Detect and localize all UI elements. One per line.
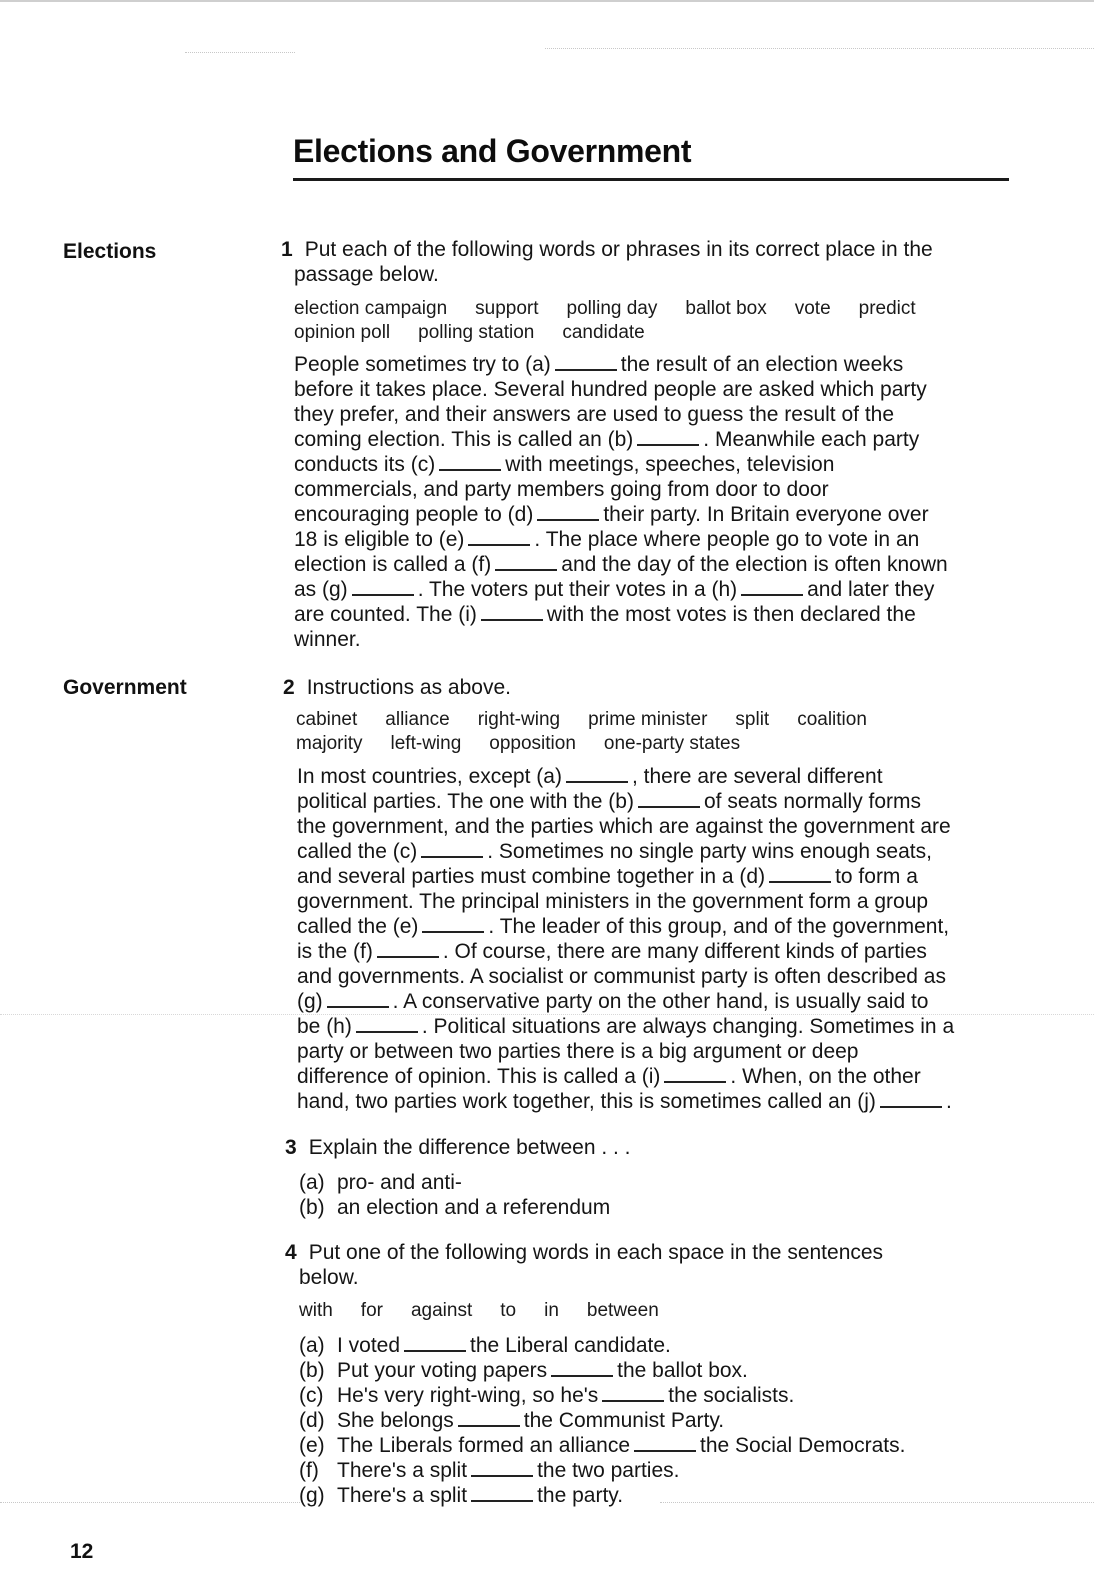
item-text-after: the two parties. — [537, 1459, 680, 1482]
answer-blank[interactable] — [880, 1090, 942, 1108]
passage-line — [294, 377, 948, 402]
question-item — [299, 1195, 610, 1220]
exercise-2-passage — [297, 764, 954, 1114]
answer-blank[interactable] — [637, 428, 699, 446]
passage-text: winner. — [294, 628, 361, 651]
scan-artifact — [185, 52, 295, 53]
wordbank-word: support — [475, 298, 539, 319]
passage-line — [297, 939, 954, 964]
sentence-item — [299, 1483, 905, 1508]
passage-text: coming election. This is called an (b) — [294, 428, 634, 451]
passage-line — [294, 627, 948, 652]
answer-blank[interactable] — [421, 840, 483, 858]
wordbank-word: polling station — [418, 322, 535, 343]
scan-artifact — [0, 1502, 300, 1503]
passage-text: (g) — [297, 990, 323, 1013]
passage-line — [294, 502, 948, 527]
exercise-4-instruction: 4 Put one of the following words in each space in the sentences below. — [285, 1241, 884, 1289]
wordbank-word: with — [299, 1300, 333, 1321]
passage-text: called the (e) — [297, 915, 419, 938]
answer-blank[interactable] — [555, 353, 617, 371]
passage-text: to form a — [835, 865, 918, 888]
passage-text: election is called a (f) — [294, 553, 492, 576]
answer-blank[interactable] — [471, 1459, 533, 1477]
passage-line — [297, 1064, 954, 1089]
wordbank-word: between — [586, 1300, 659, 1321]
passage-text: political parties. The one with the (b) — [297, 790, 634, 813]
passage-text: . Sometimes no single party wins enough seats, — [487, 840, 932, 863]
answer-blank[interactable] — [638, 790, 700, 808]
wordbank-word: majority — [296, 733, 363, 754]
section-label-elections: Elections — [63, 240, 157, 263]
page-number: 12 — [70, 1540, 94, 1563]
passage-text: before it takes place. Several hundred people are asked which party — [294, 378, 927, 401]
passage-text: as (g) — [294, 578, 348, 601]
passage-line — [297, 964, 954, 989]
item-label: (b) — [299, 1359, 325, 1382]
wordbank-word: vote — [794, 298, 831, 319]
passage-line — [297, 989, 954, 1014]
item-label: (f) — [299, 1459, 319, 1482]
passage-text: . The place where people go to vote in an — [534, 528, 920, 551]
wordbank-word: candidate — [562, 322, 645, 343]
item-label: (d) — [299, 1409, 325, 1432]
passage-text: is the (f) — [297, 940, 373, 963]
passage-text: and later they — [807, 578, 935, 601]
question-item — [299, 1170, 610, 1195]
answer-blank[interactable] — [634, 1434, 696, 1452]
item-text: pro- and anti- — [337, 1171, 462, 1194]
answer-blank[interactable] — [471, 1484, 533, 1502]
answer-blank[interactable] — [537, 503, 599, 521]
passage-text: and the day of the election is often known — [561, 553, 948, 576]
passage-text: government. The principal ministers in the government form a group — [297, 890, 929, 913]
exercise-1-passage — [294, 352, 948, 652]
passage-text: 18 is eligible to (e) — [294, 528, 465, 551]
passage-text: and several parties must combine together in a (d) — [297, 865, 766, 888]
passage-text: difference of opinion. This is called a (i) — [297, 1065, 661, 1088]
passage-line — [297, 1039, 954, 1064]
wordbank-word: to — [500, 1300, 517, 1321]
passage-text: encouraging people to (d) — [294, 503, 534, 526]
sentence-item — [299, 1458, 905, 1483]
sentence-item — [299, 1408, 905, 1433]
passage-text: be (h) — [297, 1015, 352, 1038]
sentence-item — [299, 1358, 905, 1383]
passage-text: In most countries, except (a) — [297, 765, 562, 788]
passage-text: . Political situations are always changing. Sometimes in a — [421, 1015, 955, 1038]
answer-blank[interactable] — [481, 603, 543, 621]
answer-blank[interactable] — [664, 1065, 726, 1083]
sentence-item — [299, 1333, 905, 1358]
passage-line — [297, 789, 954, 814]
passage-text: called the (c) — [297, 840, 418, 863]
title-underline — [293, 178, 1009, 181]
passage-text: party or between two parties there is a big argument or deep — [297, 1040, 859, 1063]
passage-text: with meetings, speeches, television — [505, 453, 835, 476]
wordbank-word: cabinet — [296, 709, 358, 730]
passage-text: . Meanwhile each party — [703, 428, 920, 451]
passage-text: , there are several different — [631, 765, 883, 788]
wordbank-word: polling day — [566, 298, 658, 319]
passage-text: . The voters put their votes in a (h) — [417, 578, 738, 601]
scan-edge — [0, 0, 1094, 2]
item-label: (a) — [299, 1334, 325, 1357]
passage-line — [297, 764, 954, 789]
passage-text: the government, and the parties which are against the government are — [297, 815, 951, 838]
item-label: (a) — [299, 1171, 325, 1194]
exercise-3-items — [299, 1170, 610, 1220]
passage-text: . A conservative party on the other hand, is usually said to — [392, 990, 929, 1013]
item-label: (b) — [299, 1196, 325, 1219]
passage-text: . Of course, there are many different kinds of parties — [442, 940, 927, 963]
passage-text: the result of an election weeks — [620, 353, 904, 376]
wordbank-word: alliance — [385, 709, 450, 730]
item-label: (g) — [299, 1484, 325, 1507]
sentence-item — [299, 1433, 905, 1458]
item-text-after: the ballot box. — [617, 1359, 748, 1382]
answer-blank[interactable] — [356, 1015, 418, 1033]
item-text-before: She belongs — [337, 1409, 454, 1432]
answer-blank[interactable] — [468, 528, 530, 546]
item-text-before: The Liberals formed an alliance — [337, 1434, 630, 1457]
passage-line — [294, 427, 948, 452]
wordbank-word: left-wing — [390, 733, 462, 754]
item-text-before: I voted — [337, 1334, 401, 1357]
answer-blank[interactable] — [741, 578, 803, 596]
item-text-before: There's a split — [337, 1459, 468, 1482]
passage-line — [297, 914, 954, 939]
wordbank-word: opposition — [489, 733, 576, 754]
exercise-2-instruction: 2 Instructions as above. — [283, 676, 511, 699]
exercise-4-wordbank — [299, 1299, 687, 1323]
answer-blank[interactable] — [602, 1384, 664, 1402]
passage-line — [294, 577, 948, 602]
wordbank-word: opinion poll — [294, 322, 391, 343]
passage-text: their party. In Britain everyone over — [603, 503, 929, 526]
passage-text: are counted. The (i) — [294, 603, 477, 626]
passage-line — [294, 402, 948, 427]
exercise-number: 4 — [285, 1241, 297, 1264]
passage-line — [294, 552, 948, 577]
item-text-before: He's very right-wing, so he's — [337, 1384, 599, 1407]
passage-text: hand, two parties work together, this is sometimes called an (j) — [297, 1090, 876, 1113]
answer-blank[interactable] — [458, 1409, 520, 1427]
wordbank-word: against — [410, 1300, 473, 1321]
passage-line — [297, 839, 954, 864]
page-title: Elections and Government — [293, 133, 692, 169]
wordbank-word: in — [544, 1300, 559, 1321]
exercise-4-items — [299, 1333, 905, 1508]
answer-blank[interactable] — [404, 1334, 466, 1352]
exercise-3-instruction: 3 Explain the difference between . . . — [285, 1136, 631, 1159]
section-label-government: Government — [63, 676, 187, 699]
item-label: (e) — [299, 1434, 325, 1457]
passage-line — [297, 864, 954, 889]
wordbank-word: for — [360, 1300, 383, 1321]
answer-blank[interactable] — [439, 453, 501, 471]
passage-text: . When, on the other — [730, 1065, 921, 1088]
passage-text: of seats normally forms — [703, 790, 922, 813]
exercise-2-wordbank — [296, 708, 895, 756]
item-text-before: Put your voting papers — [337, 1359, 548, 1382]
wordbank-word: prime minister — [588, 709, 708, 730]
item-text-after: the Communist Party. — [523, 1409, 725, 1432]
answer-blank[interactable] — [551, 1359, 613, 1377]
passage-text: conducts its (c) — [294, 453, 436, 476]
item-text-after: the party. — [537, 1484, 624, 1507]
passage-line — [294, 602, 948, 627]
exercise-number: 3 — [285, 1136, 297, 1159]
passage-line — [294, 452, 948, 477]
wordbank-word: split — [735, 709, 770, 730]
exercise-1-wordbank — [294, 297, 944, 345]
passage-text: People sometimes try to (a) — [294, 353, 551, 376]
item-text-after: the socialists. — [668, 1384, 795, 1407]
scan-artifact — [545, 48, 1094, 49]
wordbank-word: election campaign — [294, 298, 448, 319]
passage-line — [294, 477, 948, 502]
answer-blank[interactable] — [422, 915, 484, 933]
item-text-before: There's a split — [337, 1484, 468, 1507]
passage-text: and governments. A socialist or communist party is often described as — [297, 965, 946, 988]
wordbank-word: one-party states — [603, 733, 741, 754]
wordbank-word: coalition — [797, 709, 867, 730]
passage-text: with the most votes is then declared the — [546, 603, 916, 626]
passage-line — [297, 1089, 954, 1114]
passage-line — [294, 352, 948, 377]
answer-blank[interactable] — [566, 765, 628, 783]
exercise-1-instruction: 1 Put each of the following words or phrases in its correct place in the passage below. — [281, 238, 933, 286]
passage-text: . The leader of this group, and of the government, — [488, 915, 950, 938]
answer-blank[interactable] — [352, 578, 414, 596]
passage-text: commercials, and party members going from door to door — [294, 478, 829, 501]
item-text: an election and a referendum — [337, 1196, 611, 1219]
passage-line — [297, 1014, 954, 1039]
wordbank-word: right-wing — [477, 709, 561, 730]
passage-text: . — [945, 1090, 952, 1113]
item-text-after: the Social Democrats. — [700, 1434, 906, 1457]
wordbank-word: ballot box — [685, 298, 767, 319]
answer-blank[interactable] — [327, 990, 389, 1008]
item-label: (c) — [299, 1384, 324, 1407]
exercise-number: 2 — [283, 676, 295, 699]
sentence-item — [299, 1383, 905, 1408]
item-text-after: the Liberal candidate. — [470, 1334, 671, 1357]
passage-text: they prefer, and their answers are used to guess the result of the — [294, 403, 895, 426]
passage-line — [294, 527, 948, 552]
answer-blank[interactable] — [495, 553, 557, 571]
passage-line — [297, 889, 954, 914]
exercise-number: 1 — [281, 238, 293, 261]
wordbank-word: predict — [858, 298, 916, 319]
answer-blank[interactable] — [377, 940, 439, 958]
passage-line — [297, 814, 954, 839]
answer-blank[interactable] — [769, 865, 831, 883]
